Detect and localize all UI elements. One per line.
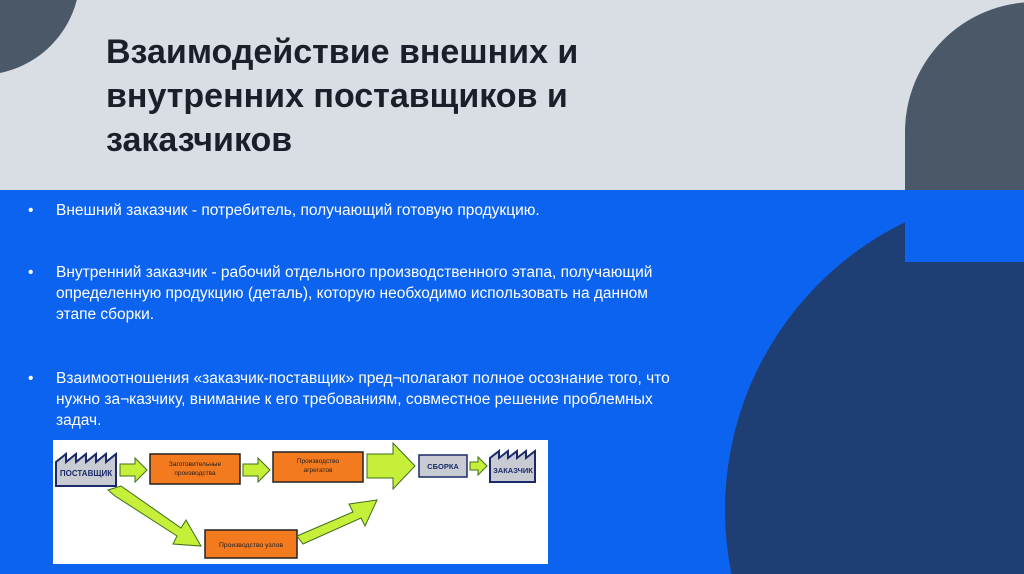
bullet-item <box>28 262 808 325</box>
slide-title <box>106 30 806 162</box>
bullet-marker: • <box>28 370 34 387</box>
bullet-text: задач. <box>56 412 102 429</box>
bullet-text: определенную продукцию (деталь), которую необходимо использовать на данном <box>56 285 648 302</box>
title-line: Взаимодействие внешних и <box>106 33 579 71</box>
stage-label: производства <box>174 470 216 477</box>
bullet-item <box>28 368 808 431</box>
bullet-text: этапе сборки. <box>56 306 155 323</box>
bullet-marker: • <box>28 202 34 219</box>
bullet-text: Взаимоотношения «заказчик-поставщик» пред¬полагают полное осознание того, что <box>56 370 670 387</box>
title-line: заказчиков <box>106 121 293 159</box>
bullet-text: нужно за¬казчику, внимание к его требованиям, совместное решение проблемных <box>56 391 653 408</box>
customer-label: ЗАКАЗЧИК <box>493 466 533 475</box>
diagram-svg <box>53 440 548 564</box>
bullet-text: Внешний заказчик - потребитель, получающий готовую продукцию. <box>56 202 540 219</box>
stage-label: Производство узлов <box>218 542 284 549</box>
band-corner <box>905 190 1024 262</box>
stage-blank-production <box>150 454 240 484</box>
assembly-label: СБОРКА <box>427 462 459 471</box>
bullet-item <box>28 200 808 221</box>
bullet-marker: • <box>28 264 34 281</box>
stage-label: агрегатов <box>303 467 333 474</box>
supplier-label: ПОСТАВЩИК <box>59 469 113 478</box>
stage-label: Производство <box>296 458 340 465</box>
corner-decoration-top-left <box>0 0 80 75</box>
title-line: внутренних поставщиков и <box>106 77 568 115</box>
bullet-text: Внутренний заказчик - рабочий отдельного производственного этапа, получающий <box>56 264 653 281</box>
stage-label: Заготовительные <box>168 461 222 468</box>
supply-chain-diagram <box>53 440 548 564</box>
